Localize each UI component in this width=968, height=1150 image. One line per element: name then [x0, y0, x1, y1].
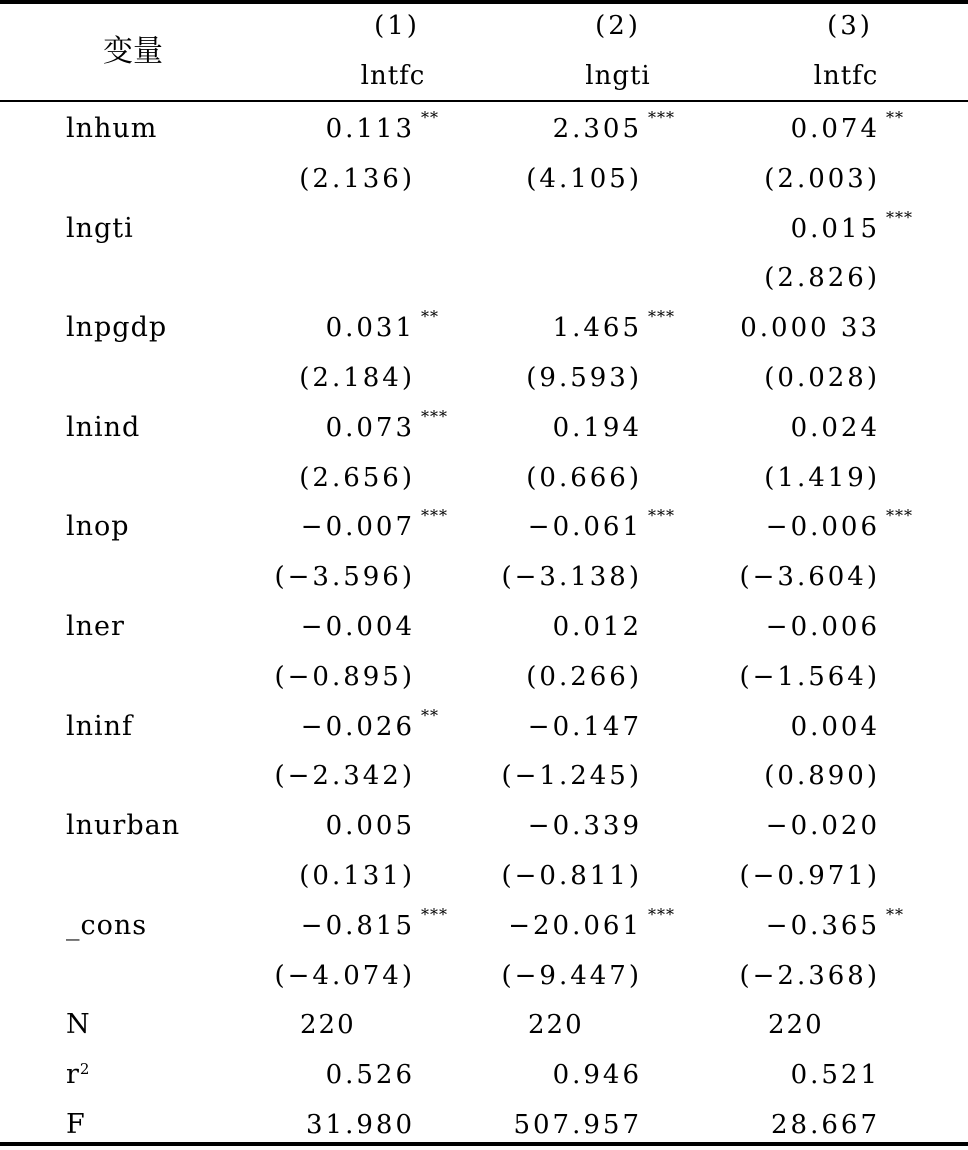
stat-label-text: N: [66, 1009, 91, 1041]
cell-value: −0.365 **: [765, 904, 904, 941]
column-dependent-1: lntfc: [360, 61, 426, 91]
row-label: lnhum: [66, 113, 158, 144]
table-cell: [660, 611, 880, 643]
column-dependent-2: lngti: [585, 61, 651, 91]
cell-value: 2.305 ***: [552, 108, 675, 144]
table-cell: [422, 904, 675, 942]
table-cell: [660, 860, 880, 892]
cell-value: 0.004: [790, 711, 880, 742]
table-cell: [195, 163, 415, 195]
table-row: [0, 453, 968, 503]
table-cell: [422, 362, 642, 394]
significance-stars: ***: [886, 207, 913, 227]
table-cell: [195, 810, 415, 842]
table-cell: [422, 661, 642, 693]
table-cell: [660, 362, 880, 394]
cell-value: (−3.604): [739, 562, 880, 593]
cell-value: 0.074 **: [790, 108, 904, 144]
table-cell: [660, 960, 880, 992]
table-cell: [422, 108, 675, 145]
significance-stars: ***: [648, 307, 675, 327]
table-cell: [660, 108, 904, 145]
table-row: [0, 104, 968, 154]
row-label: lner: [66, 611, 125, 642]
cell-value: (1.419): [764, 462, 880, 493]
cell-value: (−1.564): [739, 661, 880, 692]
table-cell: [422, 760, 642, 792]
cell-value: 0.015 ***: [790, 207, 913, 244]
stat-cell: 0.521: [790, 1060, 880, 1091]
table-cell: [660, 810, 880, 842]
cell-value: 0.000 33: [740, 313, 880, 344]
stat-cell: 220: [300, 1010, 356, 1041]
table-cell: [422, 307, 675, 344]
table-cell: [195, 661, 415, 693]
cell-value: (−9.447): [501, 960, 642, 991]
bottom-rule: [0, 1142, 968, 1146]
cell-value: −0.815 ***: [300, 904, 448, 941]
cell-value: (2.136): [299, 163, 415, 194]
cell-value: −0.004: [300, 612, 415, 642]
table-cell: [195, 760, 415, 792]
stat-cell: 220: [768, 1010, 824, 1041]
table-cell: [195, 262, 415, 294]
cell-value: 0.194: [552, 412, 642, 443]
column-number-3: (3): [827, 11, 873, 41]
table-cell: [195, 307, 439, 344]
table-cell: [660, 163, 880, 195]
table-cell: [660, 711, 880, 743]
significance-stars: ***: [421, 406, 448, 426]
significance-stars: ***: [648, 108, 675, 127]
cell-value: (−4.074): [274, 960, 415, 991]
table-row: [0, 851, 968, 901]
table-cell: [660, 262, 880, 294]
stat-label-text: r: [66, 1059, 80, 1091]
table-cell: [422, 960, 642, 992]
table-cell: [422, 506, 675, 543]
row-label: lninf: [66, 710, 134, 742]
table-cell: [422, 412, 642, 444]
table-cell: [660, 760, 880, 792]
stat-cell: 507.957: [513, 1110, 642, 1140]
table-cell: [660, 661, 880, 693]
significance-stars: ***: [886, 506, 913, 526]
significance-stars: ***: [421, 506, 448, 526]
cell-value: −0.026 **: [300, 705, 439, 742]
row-label: lngti: [66, 212, 134, 244]
cell-value: (−2.342): [274, 761, 415, 792]
table-row: [0, 403, 968, 453]
table-cell: [660, 412, 880, 444]
table-cell: [195, 362, 415, 394]
significance-stars: **: [886, 108, 904, 127]
cell-value: (−2.368): [739, 960, 880, 991]
table-row: [0, 552, 968, 602]
cell-value: 1.465 ***: [552, 307, 675, 344]
table-row: [0, 204, 968, 254]
row-label: lnpgdp: [66, 312, 168, 344]
table-cell: [195, 705, 439, 743]
cell-value: (2.826): [764, 263, 880, 294]
stat-label-superscript: 2: [79, 1060, 91, 1079]
stat-cell: 0.526: [325, 1060, 415, 1091]
stat-cell: 31.980: [306, 1110, 415, 1140]
cell-value: (−1.245): [501, 761, 642, 792]
cell-value: (0.266): [526, 661, 642, 692]
cell-value: (0.028): [764, 363, 880, 393]
table-cell: [660, 506, 913, 543]
cell-value: −0.147: [527, 711, 642, 742]
stat-cell: 0.946: [552, 1060, 642, 1091]
cell-value: −0.339: [527, 811, 642, 842]
stat-label: [66, 1109, 86, 1141]
cell-value: (2.003): [764, 163, 880, 194]
stat-cell: 220: [528, 1010, 584, 1041]
table-cell: [660, 207, 913, 245]
table-cell: [422, 163, 642, 195]
table-row: [0, 801, 968, 851]
table-row: [0, 353, 968, 403]
table-row: [0, 751, 968, 801]
column-dependent-3: lntfc: [813, 61, 879, 91]
header-rule: [0, 100, 968, 102]
cell-value: −20.061 ***: [508, 904, 675, 941]
table-row: [0, 253, 968, 303]
significance-stars: ***: [648, 904, 675, 924]
cell-value: (−3.138): [501, 562, 642, 593]
table-cell: [422, 561, 642, 593]
variable-header: 变量: [103, 34, 163, 69]
cell-value: (0.890): [764, 761, 880, 792]
stat-row: [0, 1000, 968, 1050]
table-row: [0, 951, 968, 1001]
table-cell: [195, 506, 448, 543]
top-rule: [0, 0, 968, 4]
significance-stars: **: [421, 108, 439, 127]
cell-value: (2.184): [299, 363, 415, 393]
cell-value: 0.012: [552, 612, 642, 642]
significance-stars: ***: [421, 904, 448, 924]
cell-value: −0.007 ***: [300, 506, 448, 543]
table-cell: [422, 462, 642, 494]
table-cell: [422, 711, 642, 743]
stat-cell: 28.667: [771, 1110, 880, 1140]
table-row: [0, 901, 968, 951]
table-cell: [195, 960, 415, 992]
cell-value: (0.666): [526, 462, 642, 493]
table-cell: [195, 561, 415, 593]
column-number-1: (1): [374, 11, 420, 41]
table-cell: [422, 611, 642, 643]
table-cell: [660, 462, 880, 494]
cell-value: 0.024: [790, 412, 880, 443]
stat-label-text: F: [66, 1109, 86, 1140]
cell-value: (2.656): [299, 462, 415, 493]
table-row: [0, 702, 968, 752]
table-cell: [195, 406, 448, 444]
table-cell: [195, 860, 415, 892]
cell-value: −0.061 ***: [527, 506, 675, 543]
cell-value: −0.006 ***: [765, 506, 913, 543]
cell-value: 0.005: [325, 811, 415, 842]
row-label: _cons: [66, 909, 148, 941]
row-label: lnop: [66, 511, 130, 543]
table-cell: [660, 561, 880, 593]
stat-label: [66, 1059, 90, 1091]
table-cell: [660, 312, 880, 344]
table-cell: [195, 213, 415, 245]
table-cell: [195, 611, 415, 643]
cell-value: 0.073 ***: [325, 406, 448, 443]
row-label: lnurban: [66, 810, 181, 842]
table-row: [0, 502, 968, 552]
table-cell: [422, 810, 642, 842]
cell-value: (4.105): [526, 163, 642, 194]
table-cell: [422, 860, 642, 892]
table-cell: [422, 262, 642, 294]
cell-value: −0.020: [765, 811, 880, 842]
table-cell: [660, 904, 904, 942]
significance-stars: **: [421, 307, 439, 327]
significance-stars: **: [421, 705, 439, 725]
cell-value: 0.113 **: [325, 108, 439, 144]
table-cell: [422, 213, 642, 245]
table-row: [0, 303, 968, 353]
cell-value: (−0.895): [274, 661, 415, 692]
cell-value: (9.593): [526, 363, 642, 393]
cell-value: (−3.596): [274, 562, 415, 593]
significance-stars: **: [886, 904, 904, 924]
significance-stars: ***: [648, 506, 675, 526]
cell-value: (0.131): [299, 861, 415, 891]
table-row: [0, 652, 968, 702]
cell-value: (−0.971): [739, 861, 880, 891]
stat-label: [66, 1009, 91, 1041]
row-label: lnind: [66, 411, 141, 443]
cell-value: −0.006: [765, 612, 880, 642]
cell-value: 0.031 **: [325, 307, 439, 344]
cell-value: (−0.811): [501, 861, 642, 891]
table-cell: [195, 904, 448, 942]
table-cell: [195, 462, 415, 494]
table-row: [0, 602, 968, 652]
stat-row: [0, 1050, 968, 1100]
table-cell: [195, 108, 439, 145]
column-number-2: (2): [595, 11, 641, 41]
table-row: [0, 154, 968, 204]
